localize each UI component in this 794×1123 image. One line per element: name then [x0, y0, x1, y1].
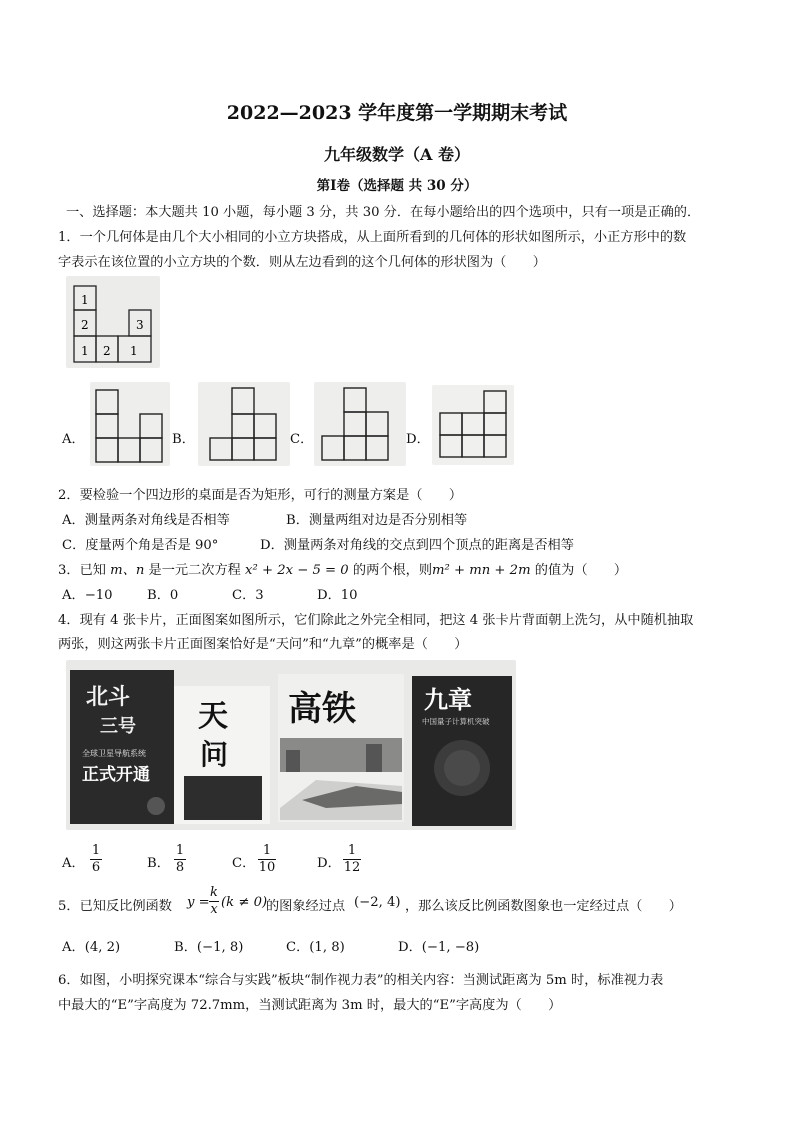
- numerator: 1: [262, 843, 272, 858]
- q4-line1: 4．现有 4 张卡片，正面图案如图所示，它们除此之外完全相同，把这 4 张卡片背面朝上洗匀，从中随机抽取: [58, 613, 694, 628]
- q1-option-c-label: C．: [290, 432, 314, 447]
- q5-option-c: C．(1, 8): [286, 940, 345, 955]
- q3-stem-d: 的值为（ ）: [530, 563, 628, 578]
- q3-equation: x² + 2x − 5 = 0: [245, 563, 349, 578]
- q4-option-a-fraction: [90, 843, 102, 876]
- q1-option-b-label: B．: [172, 432, 195, 447]
- card3-title: 高铁: [288, 689, 356, 729]
- q4-cards-photo: [66, 660, 516, 830]
- q2-stem: 2．要检验一个四边形的桌面是否为矩形，可行的测量方案是（ ）: [58, 488, 463, 503]
- q6-line1: 6．如图，小明探究课本“综合与实践”板块“制作视力表”的相关内容：当测试距离为 5m 时，标准视力表: [58, 973, 664, 988]
- numerator: 1: [175, 843, 185, 858]
- q4-option-b-fraction: [174, 843, 186, 876]
- q5-option-a: A．(4, 2): [62, 940, 121, 955]
- q2-option-b: B．测量两组对边是否分别相等: [286, 513, 468, 528]
- grid-number: 3: [136, 318, 144, 332]
- q3-option-b: B．0: [147, 588, 179, 603]
- q1-line2: 字表示在该位置的小立方块的个数．则从左边看到的这个几何体的形状图为（ ）: [58, 255, 546, 270]
- q2-option-a: A．测量两条对角线是否相等: [62, 513, 230, 528]
- section-heading: 第Ⅰ卷（选择题 共 30 分）: [316, 178, 478, 194]
- q3-option-a: A．−10: [62, 588, 113, 603]
- card1-title: 北斗: [86, 684, 131, 710]
- q3-expression: m² + mn + 2m: [432, 563, 531, 578]
- q4-option-c-label: C．: [232, 856, 256, 871]
- q5-option-d: D．(−1, −8): [398, 940, 480, 955]
- q5-point: (−2, 4): [354, 895, 401, 910]
- q4-option-d-fraction: [343, 843, 361, 876]
- card1-main-text: 正式开通: [82, 765, 150, 785]
- q5-function-fraction: [209, 885, 219, 918]
- q5-stem-b: 的图象经过点: [266, 899, 346, 914]
- exam-title: 2022—2023 学年度第一学期期末考试: [226, 102, 568, 124]
- q6-line2: 中最大的“E”字高度为 72.7mm，当测试距离为 3m 时，最大的“E”字高度为（ ）: [58, 998, 562, 1013]
- numerator: 1: [91, 843, 101, 858]
- q4-line2: 两张，则这两张卡片正面图案恰好是“天问”和“九章”的概率是（ ）: [58, 637, 468, 652]
- q5-option-b: B．(−1, 8): [174, 940, 244, 955]
- q3-option-d: D．10: [317, 588, 358, 603]
- q4-option-a-label: A．: [62, 856, 85, 871]
- card1-subtitle: 三号: [100, 716, 136, 737]
- card4-title: 九章: [424, 685, 472, 714]
- q3-option-c: C．3: [232, 588, 264, 603]
- card1-small-text: 全球卫星导航系统: [82, 749, 146, 758]
- q5-stem-a: 5．已知反比例函数: [58, 899, 172, 914]
- grid-number: 2: [81, 318, 89, 332]
- card2-dark-panel: [184, 776, 262, 820]
- denominator: 12: [343, 860, 361, 875]
- q1-option-b-figure: [198, 382, 290, 466]
- grid-number: 1: [81, 293, 89, 307]
- q2-option-d: D．测量两条对角线的交点到四个顶点的距离是否相等: [260, 538, 574, 553]
- numerator: k: [210, 885, 218, 900]
- grid-number: 2: [103, 344, 111, 358]
- q3-variables: m、n: [110, 563, 145, 578]
- q1-option-a-figure: [90, 382, 170, 466]
- q4-option-b-label: B．: [147, 856, 170, 871]
- q5-function-lhs: y =: [187, 895, 210, 910]
- q1-option-a-label: A．: [62, 432, 85, 447]
- instructions: 一、选择题：本大题共 10 小题，每小题 3 分，共 30 分．在每小题给出的四个选项中，只有一项是正确的．: [66, 205, 701, 220]
- grid-number: 1: [130, 344, 138, 358]
- q3-stem: [58, 559, 627, 578]
- q5-function-condition: (k ≠ 0): [221, 895, 268, 910]
- q1-top-view-figure: [66, 276, 160, 368]
- exam-subtitle: 九年级数学（A 卷）: [324, 145, 470, 164]
- q3-stem-a: 3．已知: [58, 563, 111, 578]
- denominator: 10: [258, 860, 276, 875]
- q5-stem-c: ，那么该反比例函数图象也一定经过点（ ）: [405, 899, 682, 914]
- q1-option-d-label: D．: [406, 432, 430, 447]
- denominator: 8: [175, 860, 185, 875]
- denominator: x: [210, 902, 218, 917]
- q3-stem-c: 的两个根，则: [348, 563, 433, 578]
- q2-option-c: C．度量两个角是否是 90°: [62, 538, 219, 553]
- numerator: 1: [347, 843, 357, 858]
- q1-option-d-figure: [432, 385, 514, 465]
- q4-option-c-fraction: [258, 843, 276, 876]
- card4-subtitle: 中国量子计算机突破: [422, 717, 490, 726]
- q3-stem-b: 是一元二次方程: [144, 563, 246, 578]
- grid-number: 1: [81, 344, 89, 358]
- card2-subtitle: 问: [200, 738, 229, 771]
- card2-title: 天: [198, 699, 228, 734]
- q4-option-d-label: D．: [317, 856, 341, 871]
- denominator: 6: [91, 860, 101, 875]
- q1-option-c-figure: [314, 382, 406, 466]
- q1-line1: 1．一个几何体是由几个大小相同的小立方块搭成，从上面所看到的几何体的形状如图所示，小正方形中的数: [58, 230, 687, 245]
